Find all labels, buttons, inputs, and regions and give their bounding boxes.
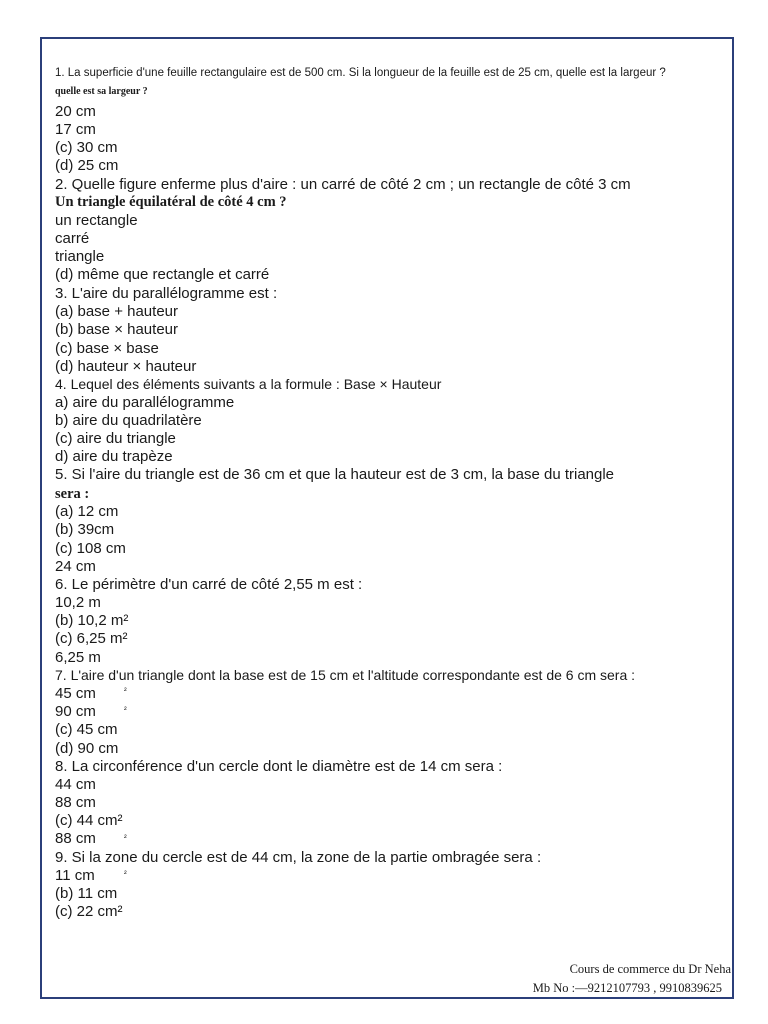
question-6-option-b: (b) 10,2 m² bbox=[55, 612, 129, 629]
question-2-text-continued: Un triangle équilatéral de côté 4 cm ? bbox=[55, 194, 287, 210]
question-9-option-a: 11 cm bbox=[55, 867, 95, 884]
question-9-option-b: (b) 11 cm bbox=[55, 885, 118, 902]
question-6-option-c: (c) 6,25 m² bbox=[55, 630, 128, 647]
question-8-option-a: 44 cm bbox=[55, 776, 96, 793]
question-4-option-a: a) aire du parallélogramme bbox=[55, 394, 235, 411]
footer-phone-numbers: Mb No :—9212107793 , 9910839625 bbox=[532, 981, 722, 995]
question-9-option-a-superscript: ² bbox=[124, 869, 127, 878]
question-2-option-a: un rectangle bbox=[55, 212, 138, 229]
question-7-option-b-superscript: ² bbox=[124, 705, 127, 714]
question-3-text: 3. L'aire du parallélogramme est : bbox=[55, 285, 278, 302]
question-7-option-a-superscript: ² bbox=[124, 686, 127, 695]
question-5-option-d: 24 cm bbox=[55, 558, 96, 575]
question-9-option-c: (c) 22 cm² bbox=[55, 903, 123, 920]
question-5-option-a: (a) 12 cm bbox=[55, 503, 119, 520]
question-8-option-b: 88 cm bbox=[55, 794, 96, 811]
question-1-text-continued: quelle est sa largeur ? bbox=[55, 86, 148, 97]
question-1-option-c: (c) 30 cm bbox=[55, 139, 118, 156]
question-5-text-continued: sera : bbox=[55, 486, 90, 502]
question-6-option-a: 10,2 m bbox=[55, 594, 101, 611]
question-5-option-b: (b) 39cm bbox=[55, 521, 115, 538]
question-2-text: 2. Quelle figure enferme plus d'aire : un carré de côté 2 cm ; un rectangle de côté 3 cm bbox=[55, 176, 631, 193]
question-7-option-d: (d) 90 cm bbox=[55, 740, 119, 757]
question-3-option-c: (c) base × base bbox=[55, 340, 159, 357]
question-4-option-d: d) aire du trapèze bbox=[55, 448, 173, 465]
question-7-option-c: (c) 45 cm bbox=[55, 721, 118, 738]
question-8-option-d-superscript: ² bbox=[124, 833, 127, 842]
question-8-text: 8. La circonférence d'un cercle dont le diamètre est de 14 cm sera : bbox=[55, 758, 503, 775]
question-5-text: 5. Si l'aire du triangle est de 36 cm et que la hauteur est de 3 cm, la base du triangle bbox=[55, 466, 615, 483]
question-1-option-b: 17 cm bbox=[55, 121, 96, 138]
question-3-option-a: (a) base + hauteur bbox=[55, 303, 178, 320]
question-6-option-d: 6,25 m bbox=[55, 649, 101, 666]
question-5-option-c: (c) 108 cm bbox=[55, 540, 126, 557]
question-3-option-b: (b) base × hauteur bbox=[55, 321, 178, 338]
question-6-text: 6. Le périmètre d'un carré de côté 2,55 m est : bbox=[55, 576, 363, 593]
question-8-option-c: (c) 44 cm² bbox=[55, 812, 123, 829]
question-7-option-a: 45 cm bbox=[55, 685, 96, 702]
question-1-option-a: 20 cm bbox=[55, 103, 96, 120]
question-3-option-d: (d) hauteur × hauteur bbox=[55, 358, 197, 375]
question-4-option-c: (c) aire du triangle bbox=[55, 430, 176, 447]
question-7-option-b: 90 cm bbox=[55, 703, 96, 720]
question-7-text: 7. L'aire d'un triangle dont la base est de 15 cm et l'altitude correspondante est de 6 cm sera : bbox=[55, 667, 636, 683]
footer-course-title: Cours de commerce du Dr Neha bbox=[569, 962, 731, 976]
question-4-option-b: b) aire du quadrilatère bbox=[55, 412, 202, 429]
question-2-option-b: carré bbox=[55, 230, 90, 247]
question-9-text: 9. Si la zone du cercle est de 44 cm, la zone de la partie ombragée sera : bbox=[55, 849, 542, 866]
question-1-text: 1. La superficie d'une feuille rectangulaire est de 500 cm. Si la longueur de la feuille est de 25 cm, quelle est la largeur ? bbox=[55, 67, 666, 79]
question-2-option-c: triangle bbox=[55, 248, 105, 265]
question-4-text: 4. Lequel des éléments suivants a la formule : Base × Hauteur bbox=[55, 376, 442, 392]
question-1-option-d: (d) 25 cm bbox=[55, 157, 119, 174]
question-2-option-d: (d) même que rectangle et carré bbox=[55, 266, 270, 283]
question-8-option-d: 88 cm bbox=[55, 830, 96, 847]
